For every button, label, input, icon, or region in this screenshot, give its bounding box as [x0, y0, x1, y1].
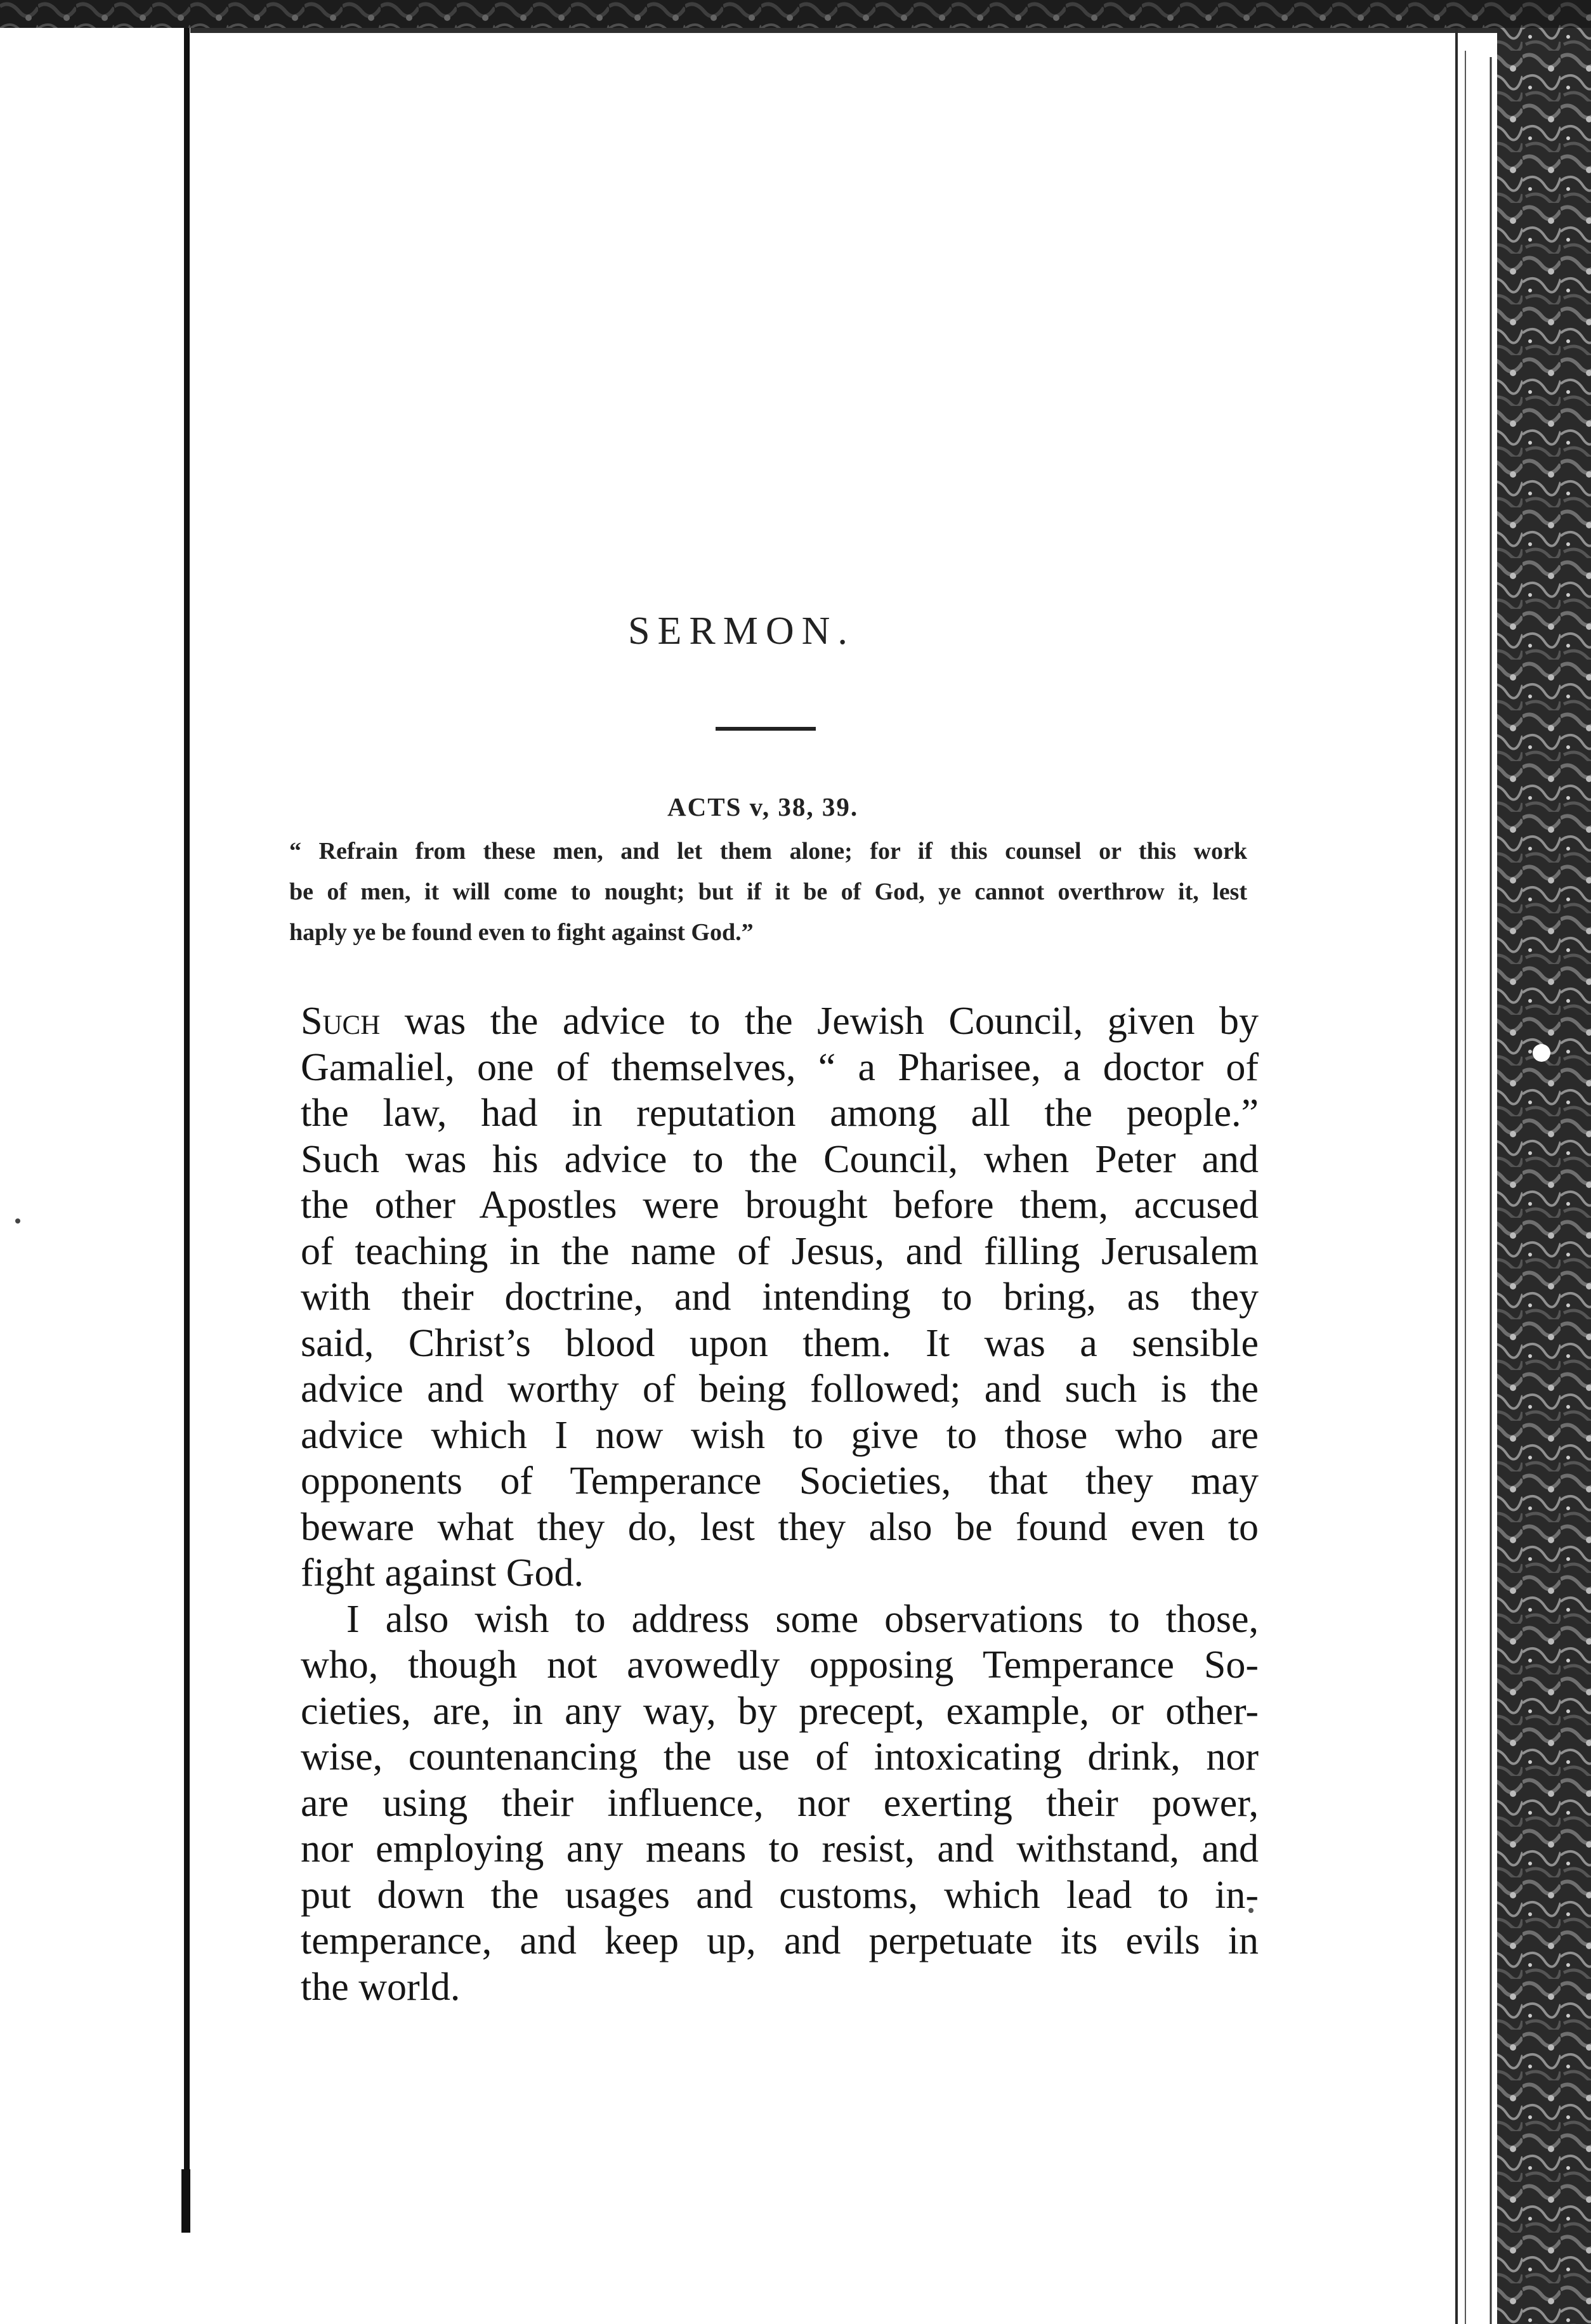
body-line: temperance, and keep up, and perpetuate its evils in	[301, 1919, 1259, 1962]
body-line: said, Christ’s blood upon them. It was a sensible	[301, 1321, 1259, 1365]
sermon-heading: SERMON.	[628, 610, 855, 653]
body-line: the other Apostles were brought before them, accused	[301, 1184, 1259, 1227]
body-line: advice and worthy of being followed; and such is the	[301, 1368, 1259, 1411]
body-line: the world.	[301, 1965, 461, 2009]
epigraph-line: haply ye be found even to fight against God.”	[289, 919, 754, 946]
body-line: are using their influence, nor exerting their power,	[301, 1781, 1259, 1825]
body-line: put down the usages and customs, which lead to in-	[301, 1873, 1259, 1917]
epigraph-line: “ Refrain from these men, and let them alone; for if this counsel or this work	[289, 838, 1247, 865]
body-line-text: was the advice to the Jewish Council, given by	[380, 1000, 1259, 1043]
body-line: beware what they do, lest they also be found even to	[301, 1505, 1259, 1549]
sermon-body	[301, 998, 1259, 2010]
body-line: I also wish to address some observations to those,	[346, 1597, 1259, 1641]
body-line: with their doctrine, and intending to bring, as they	[301, 1276, 1259, 1319]
body-line: Such was his advice to the Council, when Peter and	[301, 1137, 1259, 1181]
body-line	[301, 998, 1259, 1045]
body-line: fight against God.	[301, 1551, 584, 1595]
body-line: who, though not avowedly opposing Temperance So-	[301, 1643, 1259, 1687]
body-line: cieties, are, in any way, by precept, example, or other-	[301, 1689, 1259, 1733]
drop-word: Such	[301, 1000, 381, 1043]
epigraph-line: be of men, it will come to nought; but if it be of God, ye cannot overthrow it, lest	[289, 878, 1247, 905]
body-line: the law, had in reputation among all the people.”	[301, 1092, 1259, 1135]
body-line: of teaching in the name of Jesus, and filling Jerusalem	[301, 1229, 1259, 1273]
heading-rule	[716, 727, 816, 731]
body-line: wise, countenancing the use of intoxicating drink, nor	[301, 1735, 1259, 1779]
scripture-reference: ACTS v, 38, 39.	[667, 792, 859, 821]
body-line: nor employing any means to resist, and withstand, and	[301, 1827, 1259, 1870]
body-line: Gamaliel, one of themselves, “ a Pharisee, a doctor of	[301, 1045, 1259, 1089]
body-line: opponents of Temperance Societies, that they may	[301, 1459, 1259, 1503]
body-line: advice which I now wish to give to those who are	[301, 1413, 1259, 1457]
scripture-epigraph	[289, 831, 1247, 953]
